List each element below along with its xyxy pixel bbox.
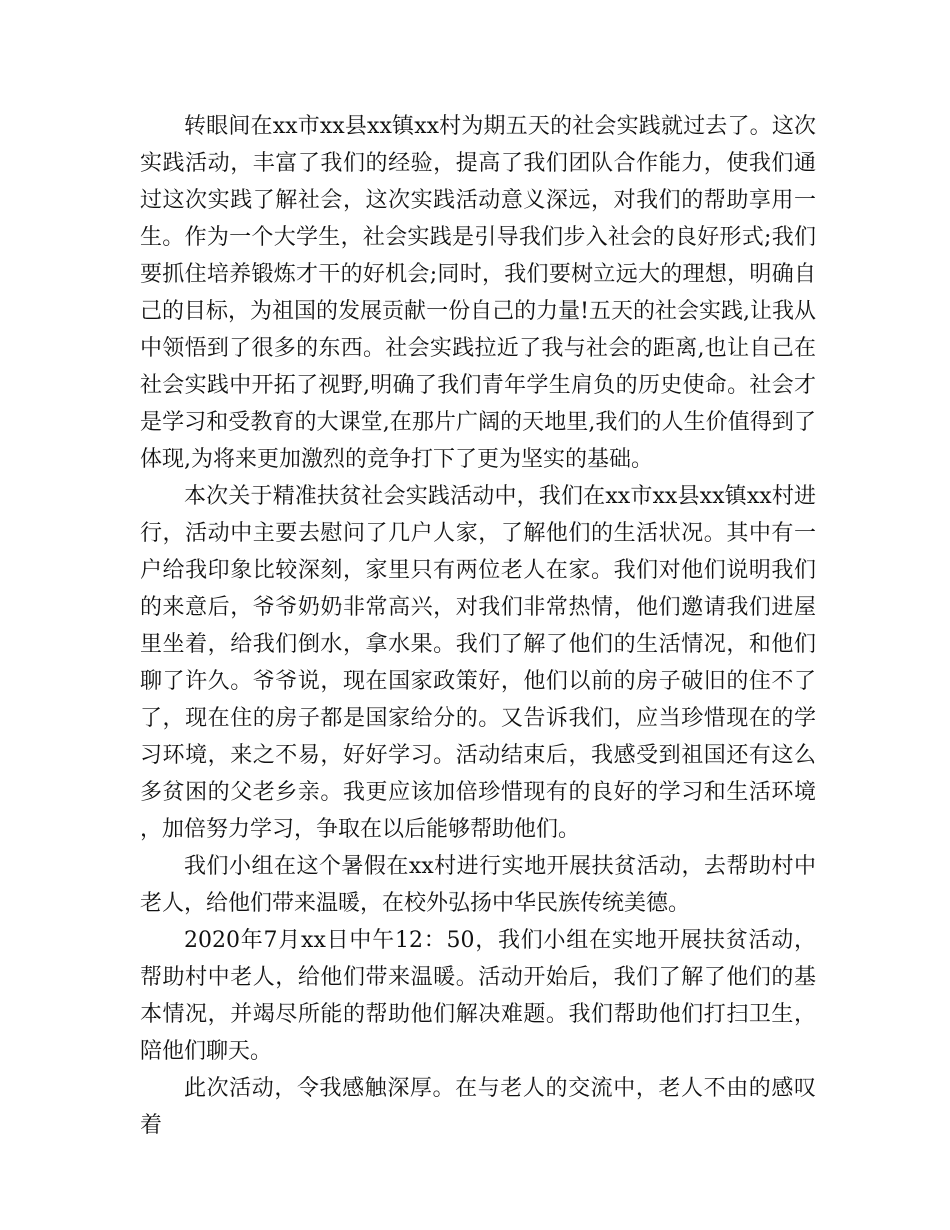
- paragraph-5: 此次活动，令我感触深厚。在与老人的交流中，老人不由的感叹着: [140, 1076, 816, 1138]
- paragraph-2: 本次关于精准扶贫社会实践活动中，我们在xx市xx县xx镇xx村进行，活动中主要去慰问了几户人家，了解他们的生活状况。其中有一户给我印象比较深刻，家里只有两位老人在家。我们对他们说明我们的来意后，爷爷奶奶非常高兴，对我们非常热情，他们邀请我们进屋里坐着，给我们倒水，拿水果。我们了解了他们的生活情况，和他们聊了许久。爷爷说，现在国家政策好，他们以前的房子破旧的住不了了，现在住的房子都是国家给分的。又告诉我们，应当珍惜现在的学习环境，来之不易，好好学习。活动结束后，我感受到祖国还有这么多贫困的父老乡亲。我更应该加倍珍惜现有的良好的学习和生活环境，加倍努力学习，争取在以后能够帮助他们。: [140, 484, 816, 842]
- paragraph-3: 我们小组在这个暑假在xx村进行实地开展扶贫活动，去帮助村中老人，给他们带来温暖，在校外弘扬中华民族传统美德。: [140, 854, 816, 916]
- document-page: [140, 108, 816, 1144]
- paragraph-4: 2020年7月xx日中午12：50，我们小组在实地开展扶贫活动，帮助村中老人，给他们带来温暖。活动开始后，我们了解了他们的基本情况，并竭尽所能的帮助他们解决难题。我们帮助他们打扫卫生，陪他们聊天。: [140, 928, 816, 1064]
- paragraph-1: 转眼间在xx市xx县xx镇xx村为期五天的社会实践就过去了。这次实践活动，丰富了我们的经验，提高了我们团队合作能力，使我们通过这次实践了解社会，这次实践活动意义深远，对我们的帮助享用一生。作为一个大学生，社会实践是引导我们步入社会的良好形式;我们要抓住培养锻炼才干的好机会;同时，我们要树立远大的理想，明确自己的目标，为祖国的发展贡献一份自己的力量!五天的社会实践,让我从中领悟到了很多的东西。社会实践拉近了我与社会的距离,也让自己在社会实践中开拓了视野,明确了我们青年学生肩负的历史使命。社会才是学习和受教育的大课堂,在那片广阔的天地里,我们的人生价值得到了体现,为将来更加激烈的竞争打下了更为坚实的基础。: [140, 114, 816, 472]
